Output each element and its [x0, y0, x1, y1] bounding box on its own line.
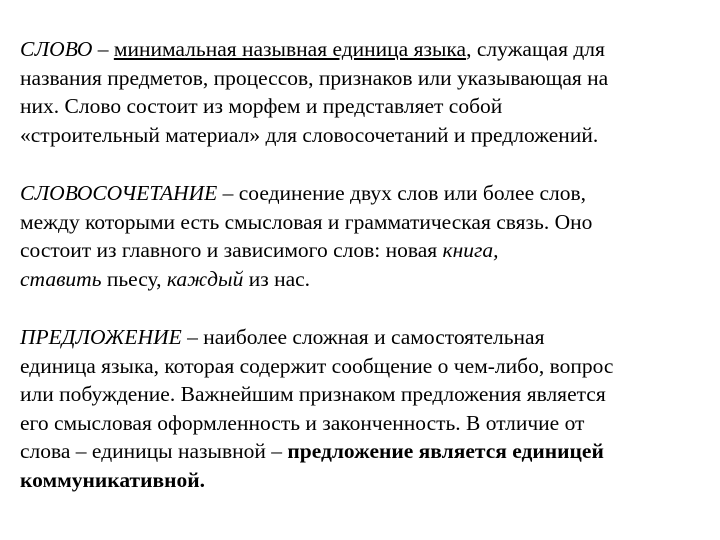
term-word: СЛОВО	[20, 37, 93, 61]
paragraph-phrase	[20, 179, 700, 293]
line: них. Слово состоит из морфем и представляет собой	[20, 94, 503, 118]
bold-text: коммуникативной.	[20, 467, 205, 492]
line	[20, 181, 586, 205]
line	[20, 267, 310, 291]
text: слова – единицы назывной –	[20, 439, 288, 463]
line: его смысловая оформленность и законченность. В отличие от	[20, 410, 585, 435]
line: между которыми есть смысловая и грамматическая связь. Оно	[20, 209, 593, 234]
text: , служащая для	[466, 37, 605, 61]
example-word: книга,	[442, 238, 499, 262]
definition-underlined: минимальная назывная единица языка	[113, 37, 467, 61]
paragraph-word	[20, 35, 700, 149]
line	[20, 238, 499, 262]
line: «строительный материал» для словосочетаний и предложений.	[20, 122, 599, 147]
line: единица языка, которая содержит сообщение о чем-либо, вопрос	[20, 353, 614, 378]
term-phrase: СЛОВОСОЧЕТАНИЕ	[20, 181, 218, 205]
text: – соединение двух слов или более слов,	[217, 181, 587, 205]
paragraph-sentence	[20, 323, 700, 494]
example-word: каждый	[166, 266, 244, 291]
text: пьесу,	[101, 266, 167, 291]
text: из нас.	[243, 266, 311, 291]
term-sentence: ПРЕДЛОЖЕНИЕ	[20, 325, 182, 349]
line	[20, 37, 605, 61]
line	[20, 439, 604, 463]
line: названия предметов, процессов, признаков или указывающая на	[20, 65, 609, 90]
text: состоит из главного и зависимого слов: новая	[20, 238, 443, 262]
example-word: ставить	[20, 266, 102, 291]
text: – наиболее сложная и самостоятельная	[181, 325, 545, 349]
line	[20, 325, 544, 349]
bold-text: предложение является единицей	[287, 439, 604, 463]
line: или побуждение. Важнейшим признаком предложения является	[20, 382, 606, 406]
dash: –	[92, 37, 114, 61]
